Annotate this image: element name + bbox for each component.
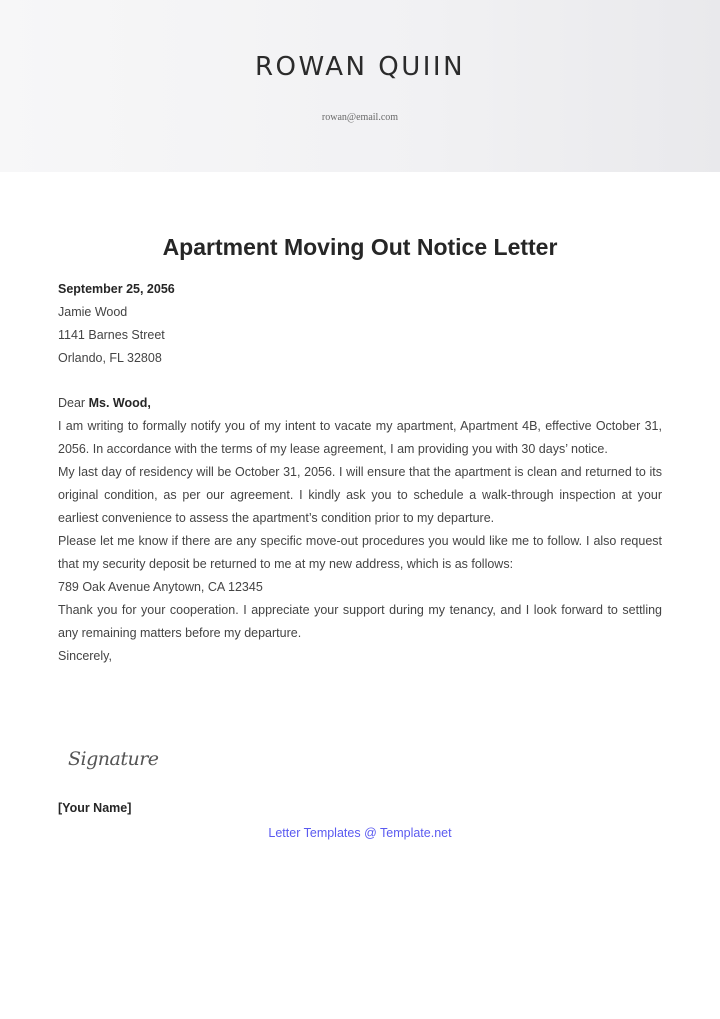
closing: Sincerely, xyxy=(58,649,112,663)
sender-name-heading: ROWAN QUIIN xyxy=(254,52,466,82)
paragraph-residency: My last day of residency will be October 31, 2056. I will ensure that the apartment is clean and returned to its original condition, as per our agreement. I kindly ask you to schedule a walk-through inspection at your earliest convenience to assess the apartment’s condition prior to my departure. xyxy=(58,465,662,525)
signature-image: Signature xyxy=(68,748,159,770)
salutation-name: Ms. Wood, xyxy=(88,396,151,410)
recipient-name: Jamie Wood xyxy=(58,305,128,319)
new-address: 789 Oak Avenue Anytown, CA 12345 xyxy=(58,580,263,594)
recipient-street: 1141 Barnes Street xyxy=(58,328,165,342)
sender-email: rowan@email.com xyxy=(321,112,399,123)
footer-separator: @ xyxy=(360,826,381,840)
salutation-prefix: Dear xyxy=(58,396,89,410)
salutation xyxy=(58,392,662,415)
paragraph-notice: I am writing to formally notify you of my intent to vacate my apartment, Apartment 4B, effective October 31, 2056. In accordance with the terms of my lease agreement, I am providing you with 30 days’ notice. xyxy=(58,419,662,456)
footer-link-letter-templates[interactable]: Letter Templates xyxy=(268,826,361,840)
sender-name-placeholder: [Your Name] xyxy=(58,801,132,815)
paragraph-thanks: Thank you for your cooperation. I appreciate your support during my tenancy, and I look forward to settling any remaining matters before my departure. xyxy=(58,603,662,640)
letter-header xyxy=(0,0,720,172)
footer-credit xyxy=(0,826,720,840)
letter-date: September 25, 2056 xyxy=(58,282,175,296)
spacer xyxy=(58,370,662,392)
footer-link-template-net[interactable]: Template.net xyxy=(380,826,452,840)
letter-title: Apartment Moving Out Notice Letter xyxy=(162,234,558,260)
recipient-city: Orlando, FL 32808 xyxy=(58,351,162,365)
paragraph-deposit: Please let me know if there are any specific move-out procedures you would like me to follow. I also request that my security deposit be returned to me at my new address, which is as follows: xyxy=(58,534,662,571)
letter-body xyxy=(58,278,662,668)
